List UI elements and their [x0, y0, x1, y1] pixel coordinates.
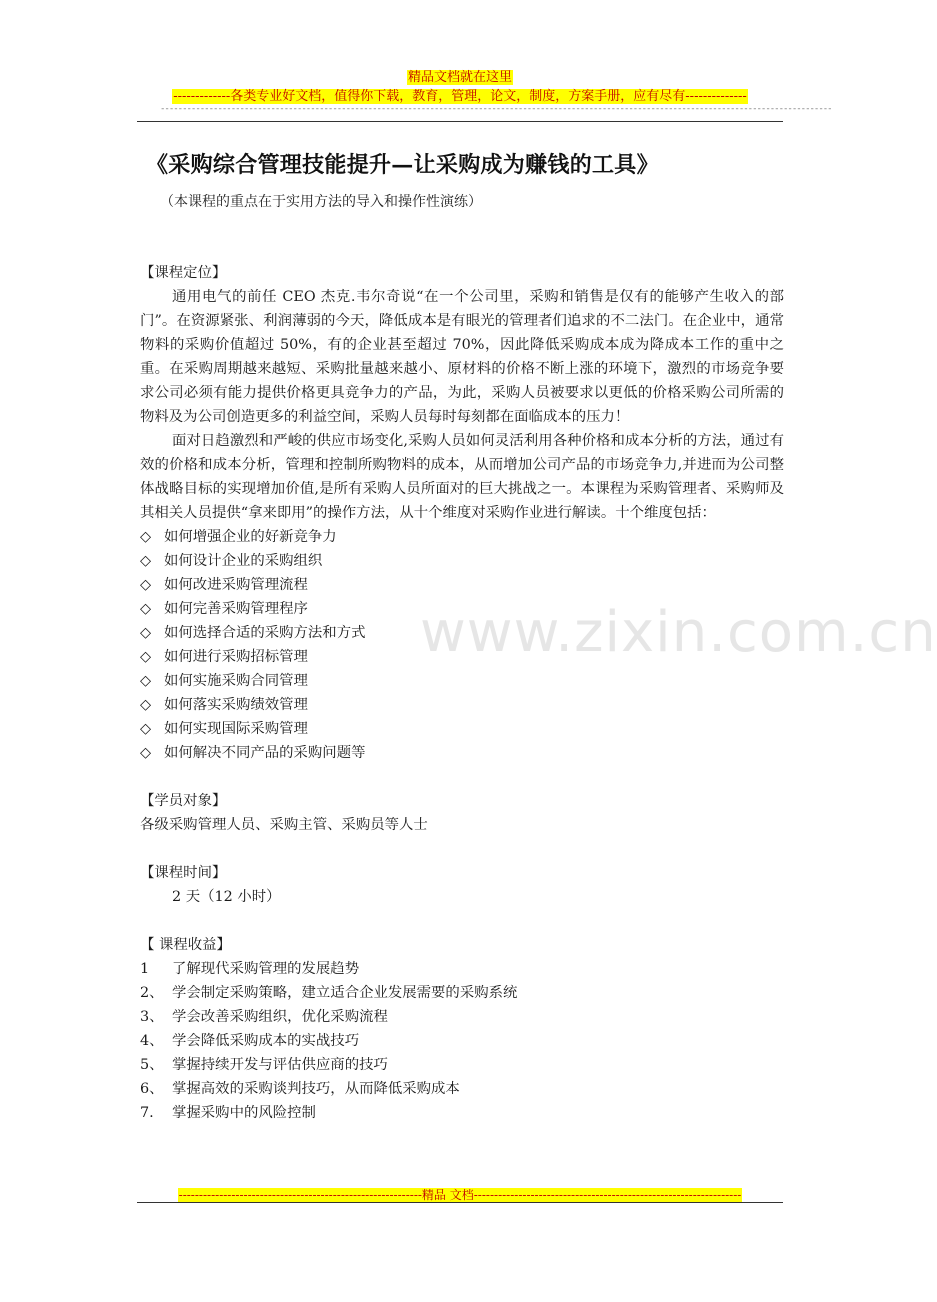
list-item-text: 如何实现国际采购管理 [164, 721, 308, 737]
diamond-bullet-icon: ◇ [140, 625, 152, 641]
list-item [140, 1029, 784, 1053]
diamond-bullet-icon: ◇ [140, 721, 152, 737]
list-item [140, 525, 784, 549]
list-item [140, 981, 784, 1005]
header-dash-line: -------------------------------------------------------------------------------------------------------------------------------------------------------- [160, 104, 832, 114]
diamond-bullet-icon: ◇ [140, 529, 152, 545]
item-number: 7. [140, 1105, 154, 1121]
item-number: 1 [140, 961, 150, 977]
list-item [140, 957, 784, 981]
list-item-text: 如何实施采购合同管理 [164, 673, 308, 689]
list-item [140, 693, 784, 717]
header-banner [0, 85, 920, 105]
list-item [140, 549, 784, 573]
diamond-bullet-icon: ◇ [140, 577, 152, 593]
document-subtitle: （本课程的重点在于实用方法的导入和操作性演练） [160, 194, 482, 210]
document-body [140, 261, 784, 1125]
watermark: www.zixin.com.cn [420, 600, 937, 665]
section-heading-positioning: 【课程定位】 [140, 265, 227, 281]
list-item [140, 1005, 784, 1029]
footer-banner [0, 1184, 920, 1204]
list-item-text: 如何进行采购招标管理 [164, 649, 308, 665]
section-heading-duration: 【课程时间】 [140, 865, 227, 881]
dimension-list [140, 525, 784, 765]
list-item [140, 573, 784, 597]
list-item [140, 1077, 784, 1101]
header-banner-text: -------------各类专业好文档，值得你下载，教育，管理，论文，制度，方案手册，应有尽有-------------- [173, 89, 747, 104]
footer-rule [137, 1202, 783, 1203]
diamond-bullet-icon: ◇ [140, 601, 152, 617]
diamond-bullet-icon: ◇ [140, 553, 152, 569]
duration-text: 2 天（12 小时） [172, 889, 281, 905]
section-heading-audience: 【学员对象】 [140, 793, 227, 809]
list-item-text: 学会制定采购策略，建立适合企业发展需要的采购系统 [172, 985, 518, 1001]
list-item [140, 621, 784, 645]
list-item-text: 学会降低采购成本的实战技巧 [172, 1033, 360, 1049]
header-tagline [0, 66, 920, 86]
list-item [140, 645, 784, 669]
list-item [140, 1053, 784, 1077]
item-number: 4、 [140, 1033, 164, 1049]
list-item-text: 掌握采购中的风险控制 [172, 1105, 316, 1121]
list-item-text: 掌握持续开发与评估供应商的技巧 [172, 1057, 388, 1073]
diamond-bullet-icon: ◇ [140, 697, 152, 713]
list-item [140, 741, 784, 765]
audience-text: 各级采购管理人员、采购主管、采购员等人士 [140, 817, 428, 833]
list-item-text: 掌握高效的采购谈判技巧，从而降低采购成本 [172, 1081, 460, 1097]
diamond-bullet-icon: ◇ [140, 649, 152, 665]
header-tagline-text: 精品文档就在这里 [407, 70, 512, 85]
item-number: 6、 [140, 1081, 164, 1097]
document-title: 《采购综合管理技能提升—让采购成为赚钱的工具》 [146, 152, 659, 178]
list-item [140, 1101, 784, 1125]
list-item-text: 学会改善采购组织，优化采购流程 [172, 1009, 388, 1025]
list-item-text: 如何改进采购管理流程 [164, 577, 308, 593]
list-item-text: 如何设计企业的采购组织 [164, 553, 323, 569]
list-item [140, 597, 784, 621]
list-item-text: 如何增强企业的好新竞争力 [164, 529, 337, 545]
list-item [140, 717, 784, 741]
list-item-text: 如何选择合适的采购方法和方式 [164, 625, 366, 641]
list-item-text: 了解现代采购管理的发展趋势 [172, 961, 360, 977]
item-number: 2、 [140, 985, 164, 1001]
item-number: 5、 [140, 1057, 164, 1073]
section-heading-benefits: 【 课程收益】 [140, 937, 231, 953]
paragraph: 面对日趋激烈和严峻的供应市场变化,采购人员如何灵活利用各种价格和成本分析的方法，通过有效的价格和成本分析，管理和控制所购物料的成本，从而增加公司产品的市场竞争力,并进而为公司整体战略目标的实现增加价值,是所有采购人员所面对的巨大挑战之一。本课程为采购管理者、采购师及其相关人员提供“拿来即用”的操作方法，从十个维度对采购作业进行解读。十个维度包括： [140, 433, 784, 521]
list-item [140, 669, 784, 693]
diamond-bullet-icon: ◇ [140, 745, 152, 761]
diamond-bullet-icon: ◇ [140, 673, 152, 689]
paragraph: 通用电气的前任 CEO 杰克.韦尔奇说“在一个公司里，采购和销售是仅有的能够产生收入的部门”。在资源紧张、利润薄弱的今天，降低成本是有眼光的管理者们追求的不二法门。在企业中，通常物料的采购价值超过 50%，有的企业甚至超过 70%，因此降低采购成本成为降成本工作的重中之重。在采购周期越来越短、采购批量越来越小、原材料的价格不断上涨的环境下，激烈的市场竞争要求公司必须有能力提供价格更具竞争力的产品，为此，采购人员被要求以更低的价格采购公司所需的物料及为公司创造更多的利益空间，采购人员每时每刻都在面临成本的压力！ [140, 289, 784, 425]
list-item-text: 如何落实采购绩效管理 [164, 697, 308, 713]
list-item-text: 如何完善采购管理程序 [164, 601, 308, 617]
item-number: 3、 [140, 1009, 164, 1025]
header-rule [137, 121, 783, 122]
footer-banner-text: ------------------------------------------------------------精品 文档------------------------------------------------------------------ [178, 1188, 742, 1202]
benefits-list [140, 957, 784, 1125]
list-item-text: 如何解决不同产品的采购问题等 [164, 745, 366, 761]
